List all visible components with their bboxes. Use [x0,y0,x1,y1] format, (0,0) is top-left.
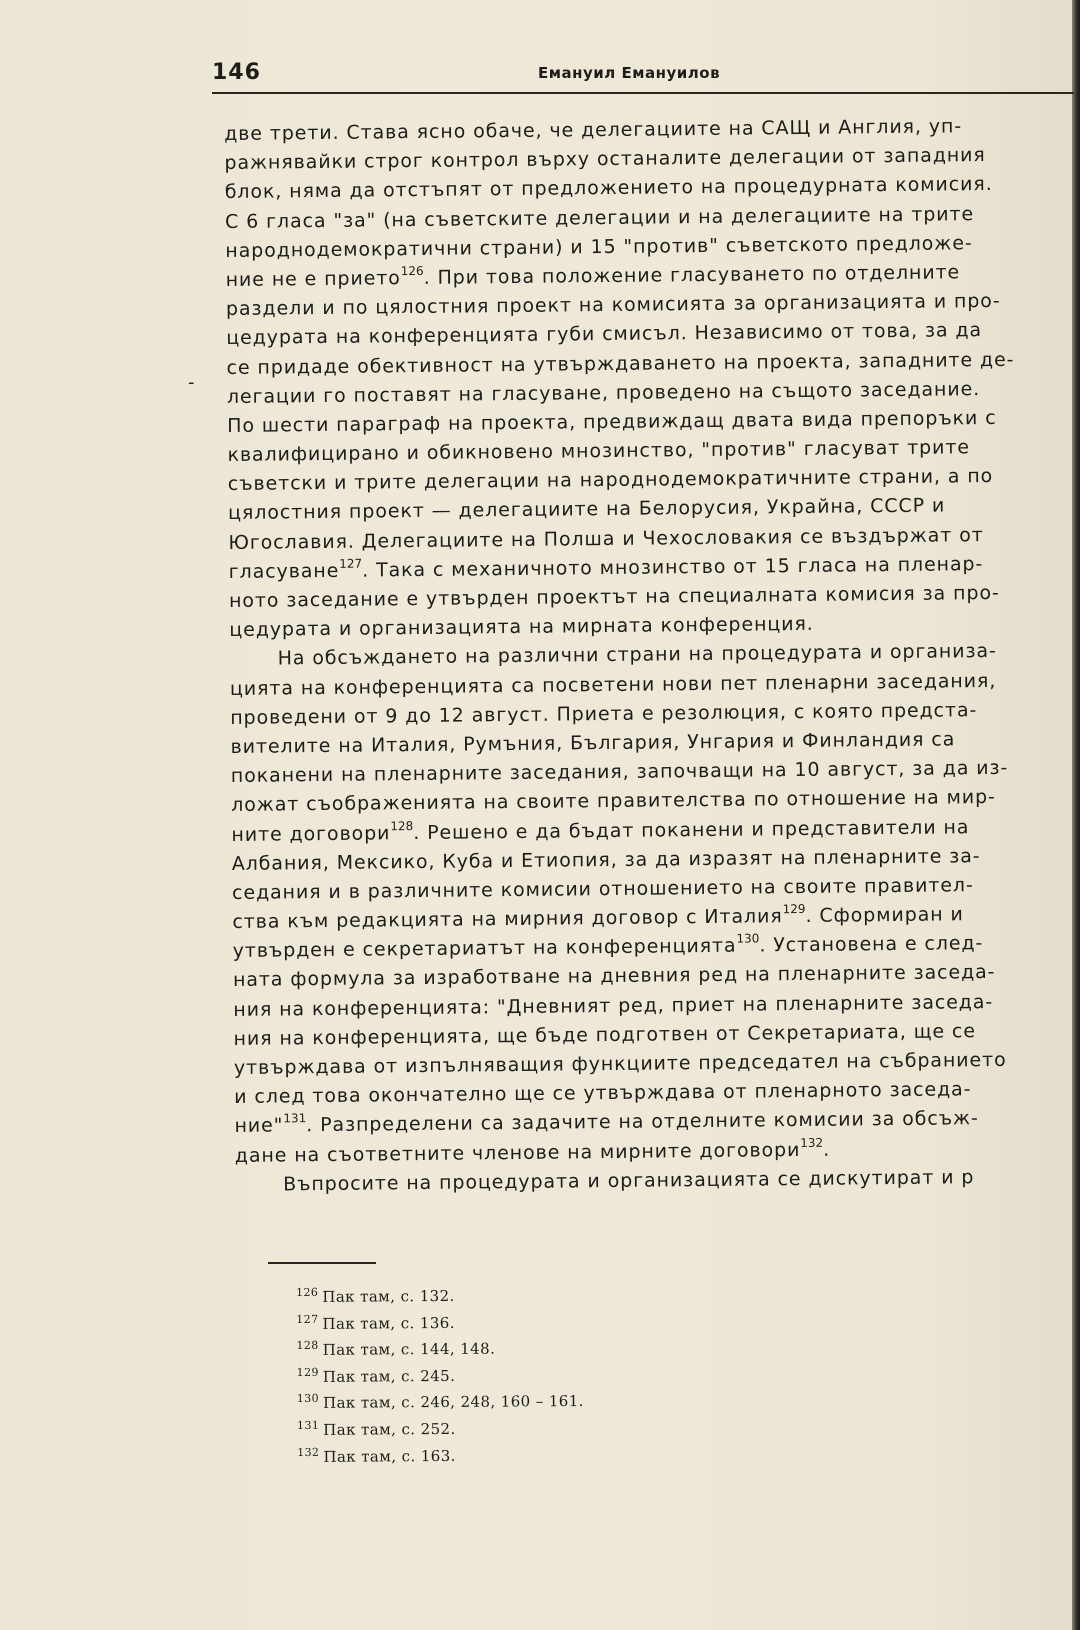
page-header [212,60,1074,96]
footnote-text: Пак там, с. 246, 248, 160 – 161. [323,1392,584,1413]
text-segment: легации го поставят на гласуване, проведено на същото заседание. [226,377,981,408]
text-segment: проведени от 9 до 12 август. Приета е резолюция, с която предста- [230,698,978,729]
footnote-number: 126 [296,1285,319,1299]
text-segment: ражнявайки строг контрол върху останалите делегации от западния [224,144,986,175]
footnote-text: Пак там, с. 245. [322,1366,456,1386]
text-segment: народнодемократични страни) и 15 "против" съветското предложе- [225,231,973,262]
text-segment: вителите на Италия, Румъния, България, Унгария и Финландия са [230,728,956,758]
text-segment: цедурата и организацията на мирната конференция. [229,613,814,642]
footnote [296,1330,796,1360]
footnotes [296,1277,797,1467]
text-segment: две трети. Става ясно обаче, че делегациите на САЩ и Англия, уп- [224,115,963,145]
footnote-text: Пак там, с. 163. [323,1446,456,1466]
footnote [297,1383,797,1413]
text-segment: Въпросите на процедурата и организацията се дискутират и р [283,1165,975,1196]
text-segment: ния на конференцията: "Дневният ред, приет на пленарните заседа- [233,990,994,1021]
footnote-ref[interactable]: 131 [283,1111,307,1126]
text-segment: ния на конференцията, ще бъде подготвен от Секретариата, ще се [233,1019,977,1050]
footnote-ref[interactable]: 128 [390,818,414,833]
body-text [224,111,1080,1200]
text-segment: ние" [234,1114,284,1138]
footnote-number: 128 [296,1339,319,1353]
text-segment: На обсъждането на различни страни на процедурата и организа- [277,640,997,670]
footnote [296,1277,796,1307]
footnote-ref[interactable]: 130 [736,931,760,946]
text-segment: седания и в различните комисии отношението на своите правител- [231,874,974,904]
footnote-text: Пак там, с. 132. [322,1286,455,1306]
text-segment: утвърден е секретариатът на конференцията [232,934,737,963]
page-number: 146 [212,60,261,85]
text-segment: ние не е прието [225,267,401,291]
text-segment: ложат съображенията на своите правителства по отношение на мир- [231,786,996,817]
footnote-number: 130 [296,1392,320,1406]
footnote-number: 127 [296,1312,319,1326]
text-segment: . Разпределени са задачите на отделните комисии за обсъж- [306,1107,979,1137]
text-segment: и след това окончателно ще се утвърждава от пленарното заседа- [234,1078,972,1109]
text-segment: цедурата на конференцията губи смисъл. Независимо от това, за да [226,319,983,350]
text-segment: ните договори [231,821,391,846]
footnote-rule [268,1262,376,1264]
text-segment: . При това положение гласуването по отделните [423,261,961,289]
footnote-text: Пак там, с. 144, 148. [322,1339,496,1360]
footnote [297,1356,797,1386]
text-segment: . Решено е да бъдат поканени и представители на [413,815,970,844]
text-segment: . [823,1138,831,1161]
footnote-ref[interactable]: 126 [400,263,424,279]
text-segment: ства към редакцията на мирния договор с Италия [232,905,783,934]
footnote-ref[interactable]: 132 [800,1135,824,1150]
footnote-number: 131 [296,1418,320,1432]
text-segment: Югославия. Делегациите на Полша и Чехословакия се въздържат от [228,523,984,554]
footnote-text: Пак там, с. 136. [322,1313,455,1333]
text-segment: . Така с механичното мнозинство от 15 гласа на пленар- [362,552,984,582]
footnote-ref[interactable]: 127 [339,556,363,571]
footnote [297,1436,797,1466]
text-segment: цялостния проект — делегациите на Белорусия, Украйна, СССР и [228,494,946,525]
running-head: Емануил Емануилов [538,64,721,82]
text-segment: С 6 гласа "за" (на съветските делегации и на делегациите на трите [224,202,975,233]
header-rule [212,92,1074,94]
footnote-number: 129 [296,1365,319,1379]
text-segment: По шести параграф на проекта, предвиждащ двата вида препоръки с [227,406,997,437]
footnote-number: 132 [297,1445,320,1459]
text-segment: утвърждава от изпълняващия функциите председател на събранието [233,1048,1007,1079]
footnote-ref[interactable]: 129 [782,902,806,917]
text-segment: се придаде обективност на утвърждаването на проекта, западните де- [226,348,1015,379]
text-segment: ното заседание е утвърден проектът на специалната комисия за про- [228,581,1000,612]
text-segment: Албания, Мексико, Куба и Етиопия, за да изразят на пленарните за- [231,844,981,875]
text-segment: цията на конференцията са посветени нови пет пленарни заседания, [229,669,997,700]
text-segment: поканени на пленарните заседания, започващи на 10 август, за да из- [230,756,1009,788]
text-segment: раздели и по цялостния проект на комисията за организацията и про- [225,290,1001,321]
footnote [297,1409,797,1439]
text-segment: дане на съответните членове на мирните договори [234,1138,801,1167]
text-segment: гласуване [228,559,340,583]
text-segment: квалифицирано и обикновено мнозинство, "против" гласуват трите [227,436,970,467]
text-segment: блок, няма да отстъпят от предложението на процедурната комисия. [224,173,993,204]
text-segment: ната формула за изработване на дневния ред на пленарните заседа- [232,961,996,992]
text-segment: . Сформиран и [805,903,964,928]
text-segment: . Установена е след- [759,932,984,957]
footnote [296,1303,796,1333]
text-segment: съветски и трите делегации на народнодемократичните страни, а по [227,465,994,496]
margin-mark: - [188,372,195,393]
footnote-text: Пак там, с. 252. [323,1419,456,1439]
